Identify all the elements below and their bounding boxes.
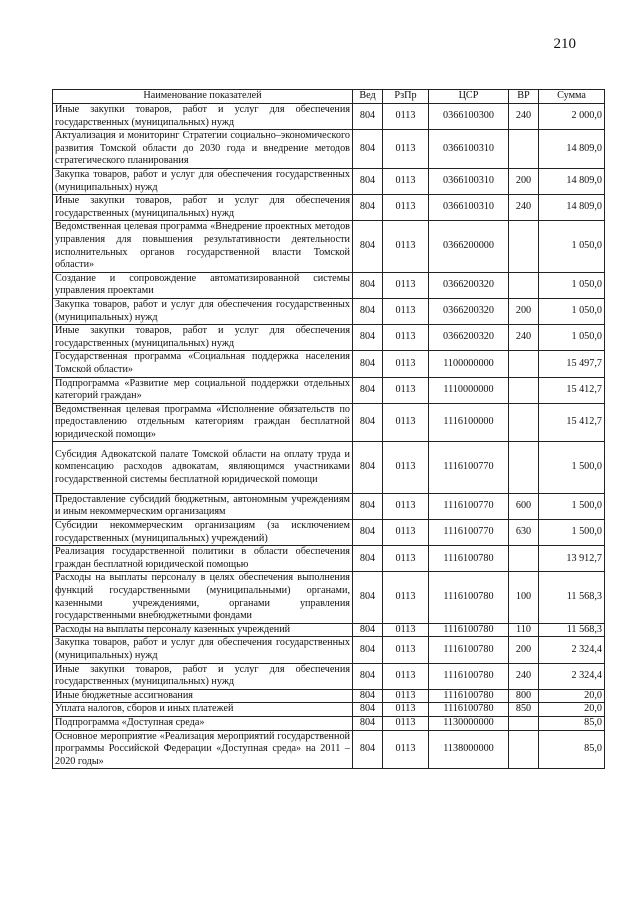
cell-ved: 804 [353, 351, 383, 377]
cell-ved: 804 [353, 325, 383, 351]
cell-sum: 1 050,0 [539, 325, 605, 351]
cell-rzpr: 0113 [383, 130, 429, 169]
cell-sum: 13 912,7 [539, 546, 605, 572]
cell-name: Реализация государственной политики в области обеспечения граждан бесплатной юридической помощью [53, 546, 353, 572]
header-csr: ЦСР [429, 90, 509, 104]
cell-name: Иные закупки товаров, работ и услуг для обеспечения государственных (муниципальных) нужд [53, 195, 353, 221]
cell-rzpr: 0113 [383, 572, 429, 623]
header-sum: Сумма [539, 90, 605, 104]
cell-vr: 600 [509, 493, 539, 519]
cell-vr [509, 403, 539, 442]
cell-name: Иные закупки товаров, работ и услуг для обеспечения государственных (муниципальных) нужд [53, 104, 353, 130]
cell-csr: 0366100300 [429, 104, 509, 130]
table-row [53, 325, 605, 351]
table-row [53, 442, 605, 493]
budget-table [52, 89, 605, 769]
table-row [53, 623, 605, 637]
cell-rzpr: 0113 [383, 403, 429, 442]
table-row [53, 716, 605, 730]
cell-csr: 1138000000 [429, 730, 509, 769]
table-header-row [53, 90, 605, 104]
cell-name: Подпрограмма «Доступная среда» [53, 716, 353, 730]
header-name: Наименование показателей [53, 90, 353, 104]
cell-sum: 15 412,7 [539, 377, 605, 403]
cell-ved: 804 [353, 195, 383, 221]
cell-sum: 11 568,3 [539, 623, 605, 637]
cell-ved: 804 [353, 730, 383, 769]
cell-sum: 1 050,0 [539, 221, 605, 272]
cell-ved: 804 [353, 377, 383, 403]
table-row [53, 403, 605, 442]
cell-vr: 240 [509, 663, 539, 689]
cell-sum: 85,0 [539, 716, 605, 730]
cell-vr: 100 [509, 572, 539, 623]
cell-rzpr: 0113 [383, 689, 429, 703]
cell-ved: 804 [353, 104, 383, 130]
cell-name: Подпрограмма «Развитие мер социальной поддержки отдельных категорий граждан» [53, 377, 353, 403]
cell-rzpr: 0113 [383, 325, 429, 351]
cell-name: Расходы на выплаты персоналу в целях обеспечения выполнения функций государственными (муниципальными) органами, казенными учреждениями, органами управления государственными внебюджетными фондами [53, 572, 353, 623]
cell-name: Иные закупки товаров, работ и услуг для обеспечения государственных (муниципальных) нужд [53, 325, 353, 351]
cell-csr: 1116100770 [429, 493, 509, 519]
cell-ved: 804 [353, 298, 383, 324]
cell-csr: 1116100780 [429, 703, 509, 717]
cell-ved: 804 [353, 703, 383, 717]
cell-csr: 1116100000 [429, 403, 509, 442]
table-row [53, 104, 605, 130]
cell-vr: 240 [509, 195, 539, 221]
cell-csr: 1116100780 [429, 663, 509, 689]
cell-rzpr: 0113 [383, 637, 429, 663]
cell-sum: 14 809,0 [539, 195, 605, 221]
table-row [53, 377, 605, 403]
cell-name: Государственная программа «Социальная поддержка населения Томской области» [53, 351, 353, 377]
cell-sum: 14 809,0 [539, 130, 605, 169]
cell-csr: 0366200320 [429, 325, 509, 351]
cell-ved: 804 [353, 272, 383, 298]
cell-vr [509, 130, 539, 169]
cell-name: Закупка товаров, работ и услуг для обеспечения государственных (муниципальных) нужд [53, 168, 353, 194]
table-row [53, 221, 605, 272]
cell-name: Иные закупки товаров, работ и услуг для обеспечения государственных (муниципальных) нужд [53, 663, 353, 689]
cell-csr: 1116100780 [429, 637, 509, 663]
cell-vr [509, 351, 539, 377]
cell-sum: 1 500,0 [539, 520, 605, 546]
table-row [53, 195, 605, 221]
cell-name: Ведомственная целевая программа «Исполнение обязательств по предоставлению отдельным категориям граждан бесплатной юридической помощи» [53, 403, 353, 442]
cell-vr: 630 [509, 520, 539, 546]
cell-csr: 0366100310 [429, 195, 509, 221]
table-row [53, 689, 605, 703]
cell-rzpr: 0113 [383, 272, 429, 298]
cell-rzpr: 0113 [383, 377, 429, 403]
cell-vr [509, 716, 539, 730]
cell-rzpr: 0113 [383, 493, 429, 519]
cell-rzpr: 0113 [383, 221, 429, 272]
table-row [53, 168, 605, 194]
table-row [53, 493, 605, 519]
cell-rzpr: 0113 [383, 442, 429, 493]
cell-name: Предоставление субсидий бюджетным, автономным учреждениям и иным некоммерческим организациям [53, 493, 353, 519]
table-row [53, 520, 605, 546]
cell-ved: 804 [353, 572, 383, 623]
cell-vr [509, 377, 539, 403]
header-rzpr: РзПр [383, 90, 429, 104]
cell-name: Уплата налогов, сборов и иных платежей [53, 703, 353, 717]
cell-sum: 14 809,0 [539, 168, 605, 194]
cell-name: Основное мероприятие «Реализация мероприятий государственной программы Российской Федерации «Доступная среда» на 2011 – 2020 годы» [53, 730, 353, 769]
cell-ved: 804 [353, 442, 383, 493]
cell-ved: 804 [353, 716, 383, 730]
cell-vr [509, 546, 539, 572]
table-row [53, 663, 605, 689]
cell-ved: 804 [353, 493, 383, 519]
cell-name: Актуализация и мониторинг Стратегии социально–экономического развития Томской области до 2030 года и внедрение методов стратегического планирования [53, 130, 353, 169]
cell-ved: 804 [353, 689, 383, 703]
cell-name: Ведомственная целевая программа «Внедрение проектных методов управления для повышения результативности деятельности исполнительных органов государственной власти Томской области» [53, 221, 353, 272]
cell-rzpr: 0113 [383, 195, 429, 221]
cell-ved: 804 [353, 637, 383, 663]
cell-ved: 804 [353, 623, 383, 637]
cell-csr: 0366200320 [429, 272, 509, 298]
cell-name: Иные бюджетные ассигнования [53, 689, 353, 703]
cell-vr: 200 [509, 637, 539, 663]
cell-csr: 1116100770 [429, 520, 509, 546]
cell-sum: 1 500,0 [539, 442, 605, 493]
table-body [53, 104, 605, 769]
cell-csr: 1116100780 [429, 546, 509, 572]
cell-vr: 240 [509, 325, 539, 351]
cell-vr: 200 [509, 298, 539, 324]
cell-rzpr: 0113 [383, 546, 429, 572]
cell-name: Расходы на выплаты персоналу казенных учреждений [53, 623, 353, 637]
cell-name: Создание и сопровождение автоматизированной системы управления проектами [53, 272, 353, 298]
cell-vr: 200 [509, 168, 539, 194]
cell-csr: 1116100780 [429, 689, 509, 703]
header-vr: ВР [509, 90, 539, 104]
table-row [53, 572, 605, 623]
cell-sum: 15 497,7 [539, 351, 605, 377]
cell-sum: 15 412,7 [539, 403, 605, 442]
cell-rzpr: 0113 [383, 104, 429, 130]
cell-rzpr: 0113 [383, 730, 429, 769]
cell-name: Субсидии некоммерческим организациям (за исключением государственных (муниципальных) учреждений) [53, 520, 353, 546]
table-row [53, 546, 605, 572]
cell-name: Субсидия Адвокатской палате Томской области на оплату труда и компенсацию расходов адвокатам, являющимся участниками государственной системы бесплатной юридической помощи [53, 442, 353, 493]
cell-vr [509, 730, 539, 769]
cell-sum: 2 324,4 [539, 663, 605, 689]
cell-csr: 1130000000 [429, 716, 509, 730]
table-row [53, 298, 605, 324]
cell-sum: 85,0 [539, 730, 605, 769]
cell-rzpr: 0113 [383, 663, 429, 689]
cell-sum: 2 000,0 [539, 104, 605, 130]
cell-vr [509, 442, 539, 493]
cell-vr: 800 [509, 689, 539, 703]
cell-vr: 850 [509, 703, 539, 717]
cell-rzpr: 0113 [383, 520, 429, 546]
table-row [53, 351, 605, 377]
cell-csr: 1110000000 [429, 377, 509, 403]
cell-sum: 20,0 [539, 689, 605, 703]
cell-ved: 804 [353, 403, 383, 442]
cell-name: Закупка товаров, работ и услуг для обеспечения государственных (муниципальных) нужд [53, 637, 353, 663]
cell-vr [509, 272, 539, 298]
cell-rzpr: 0113 [383, 703, 429, 717]
cell-ved: 804 [353, 546, 383, 572]
table-row [53, 637, 605, 663]
cell-csr: 1116100780 [429, 572, 509, 623]
cell-rzpr: 0113 [383, 623, 429, 637]
cell-rzpr: 0113 [383, 351, 429, 377]
cell-ved: 804 [353, 168, 383, 194]
header-ved: Вед [353, 90, 383, 104]
page-number: 210 [553, 36, 576, 52]
cell-sum: 1 500,0 [539, 493, 605, 519]
cell-sum: 11 568,3 [539, 572, 605, 623]
cell-csr: 1116100770 [429, 442, 509, 493]
cell-ved: 804 [353, 221, 383, 272]
cell-csr: 1116100780 [429, 623, 509, 637]
cell-ved: 804 [353, 520, 383, 546]
cell-vr: 110 [509, 623, 539, 637]
cell-rzpr: 0113 [383, 168, 429, 194]
cell-csr: 0366100310 [429, 130, 509, 169]
table-row [53, 703, 605, 717]
cell-sum: 1 050,0 [539, 298, 605, 324]
cell-rzpr: 0113 [383, 716, 429, 730]
cell-ved: 804 [353, 130, 383, 169]
table-row [53, 130, 605, 169]
cell-csr: 0366200000 [429, 221, 509, 272]
cell-sum: 20,0 [539, 703, 605, 717]
table-row [53, 730, 605, 769]
cell-csr: 0366200320 [429, 298, 509, 324]
cell-vr [509, 221, 539, 272]
cell-ved: 804 [353, 663, 383, 689]
cell-csr: 0366100310 [429, 168, 509, 194]
cell-sum: 2 324,4 [539, 637, 605, 663]
table-row [53, 272, 605, 298]
cell-csr: 1100000000 [429, 351, 509, 377]
cell-vr: 240 [509, 104, 539, 130]
cell-rzpr: 0113 [383, 298, 429, 324]
cell-name: Закупка товаров, работ и услуг для обеспечения государственных (муниципальных) нужд [53, 298, 353, 324]
cell-sum: 1 050,0 [539, 272, 605, 298]
